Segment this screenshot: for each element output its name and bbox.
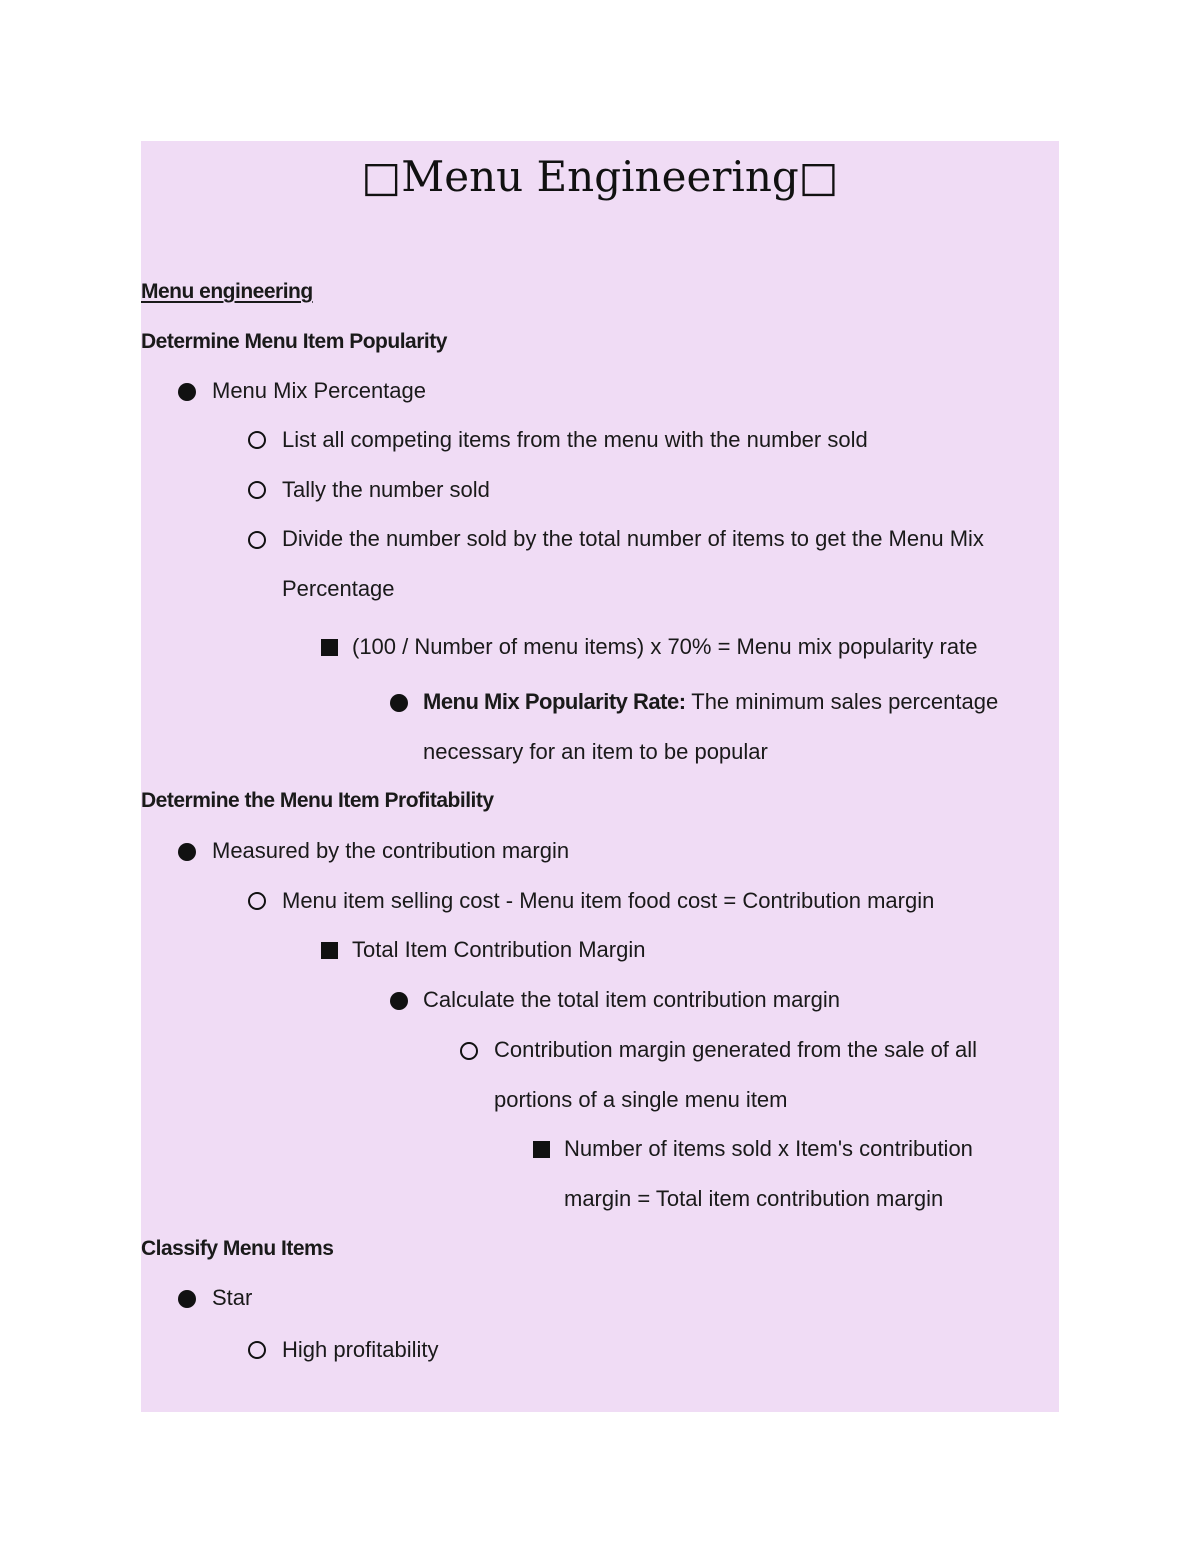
circle-bullet-icon [248,481,266,499]
list-item: Menu Mix Percentage [212,378,426,403]
section-heading-classify: Classify Menu Items [141,1237,334,1260]
list-item: Calculate the total item contribution margin [423,987,840,1012]
circle-bullet-icon [248,531,266,549]
square-bullet-icon [321,942,338,959]
list-item: Star [212,1285,253,1310]
list-item: Menu item selling cost - Menu item food cost = Contribution margin [282,888,935,913]
list-item: Contribution margin generated from the sale of all portions of a single menu item [494,1037,978,1112]
disc-bullet-icon [390,992,408,1010]
disc-bullet-icon [178,383,196,401]
circle-bullet-icon [248,892,266,910]
list-item: (100 / Number of menu items) x 70% = Menu mix popularity rate [352,634,978,659]
circle-bullet-icon [248,431,266,449]
disc-bullet-icon [178,1290,196,1308]
document-panel [141,141,1059,1412]
list-item: Measured by the contribution margin [212,838,570,863]
list-item: Total Item Contribution Margin [352,937,646,962]
circle-bullet-icon [248,1341,266,1359]
square-bullet-icon [533,1141,550,1158]
disc-bullet-icon [390,694,408,712]
list-item: Divide the number sold by the total number of items to get the Menu Mix Percentage [282,526,984,601]
list-item: High profitability [282,1337,439,1362]
definition-text: The minimum sales percentage necessary for an item to be popular [423,689,999,764]
section-heading-popularity: Determine Menu Item Popularity [141,330,447,353]
definition-term: Menu Mix Popularity Rate: [423,689,686,714]
section-label: Menu engineering [141,280,313,303]
section-heading-profitability: Determine the Menu Item Profitability [141,789,494,812]
circle-bullet-icon [460,1042,478,1060]
definition-item [423,677,1043,777]
list-item: Tally the number sold [282,477,490,502]
document-title: □Menu Engineering□ [361,152,839,201]
list-item: List all competing items from the menu with the number sold [282,427,868,452]
square-bullet-icon [321,639,338,656]
disc-bullet-icon [178,843,196,861]
list-item: Number of items sold x Item's contribution margin = Total item contribution margin [564,1136,973,1211]
